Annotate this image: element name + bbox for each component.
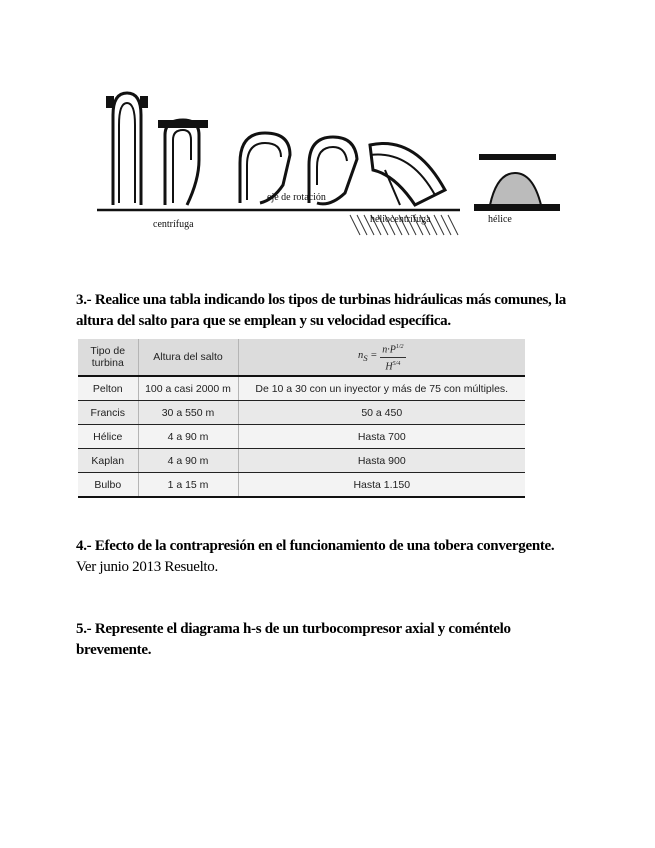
header-tipo: Tipo de turbina	[78, 339, 138, 376]
cell-tipo: Hélice	[78, 425, 138, 449]
question-5	[76, 619, 586, 661]
formula-lhs: $n_S$ =	[357, 349, 378, 364]
cell-tipo: Francis	[78, 401, 138, 425]
cell-tipo: Pelton	[78, 376, 138, 401]
label-helice: hélice	[488, 214, 512, 225]
cell-ns: De 10 a 30 con un inyector y más de 75 con múltiples.	[238, 376, 525, 401]
label-eje-rotacion: eje de rotación	[267, 192, 326, 203]
question-4-text: Efecto de la contrapresión en el funcionamiento de una tobera convergente.	[94, 538, 555, 554]
cell-altura: 4 a 90 m	[138, 449, 238, 473]
cell-ns: Hasta 1.150	[238, 473, 525, 498]
label-heliocentrifuga: heliocentrífuga	[370, 214, 431, 225]
question-4-number: 4.-	[76, 538, 92, 554]
cell-altura: 30 a 550 m	[138, 401, 238, 425]
question-3	[76, 290, 586, 332]
question-4	[76, 536, 586, 578]
question-3-number: 3.-	[76, 292, 92, 308]
question-4-answer: Ver junio 2013 Resuelto.	[76, 559, 218, 575]
cell-altura: 4 a 90 m	[138, 425, 238, 449]
formula-fraction: $\frac{n\cdot P^{1/2}}{H^{5/4}}$	[380, 341, 405, 373]
turbine-types-figure	[95, 85, 565, 240]
cell-tipo: Bulbo	[78, 473, 138, 498]
cell-ns: Hasta 900	[238, 449, 525, 473]
question-5-number: 5.-	[76, 621, 92, 637]
label-centrifuga: centrífuga	[153, 219, 194, 230]
cell-ns: 50 a 450	[238, 401, 525, 425]
cell-ns: Hasta 700	[238, 425, 525, 449]
cell-altura: 1 a 15 m	[138, 473, 238, 498]
table-header-row	[78, 339, 525, 376]
table-row	[78, 473, 525, 498]
table-row	[78, 449, 525, 473]
header-altura: Altura del salto	[138, 339, 238, 376]
table-row	[78, 401, 525, 425]
question-3-text: Realice una tabla indicando los tipos de turbinas hidráulicas más comunes, la altura del salto para que se emplean y su velocidad específica.	[76, 292, 566, 329]
turbine-table	[78, 339, 525, 498]
table-row	[78, 425, 525, 449]
header-formula	[238, 339, 525, 376]
cell-altura: 100 a casi 2000 m	[138, 376, 238, 401]
question-5-text: Represente el diagrama h-s de un turbocompresor axial y coméntelo brevemente.	[76, 621, 511, 658]
table-row	[78, 376, 525, 401]
cell-tipo: Kaplan	[78, 449, 138, 473]
